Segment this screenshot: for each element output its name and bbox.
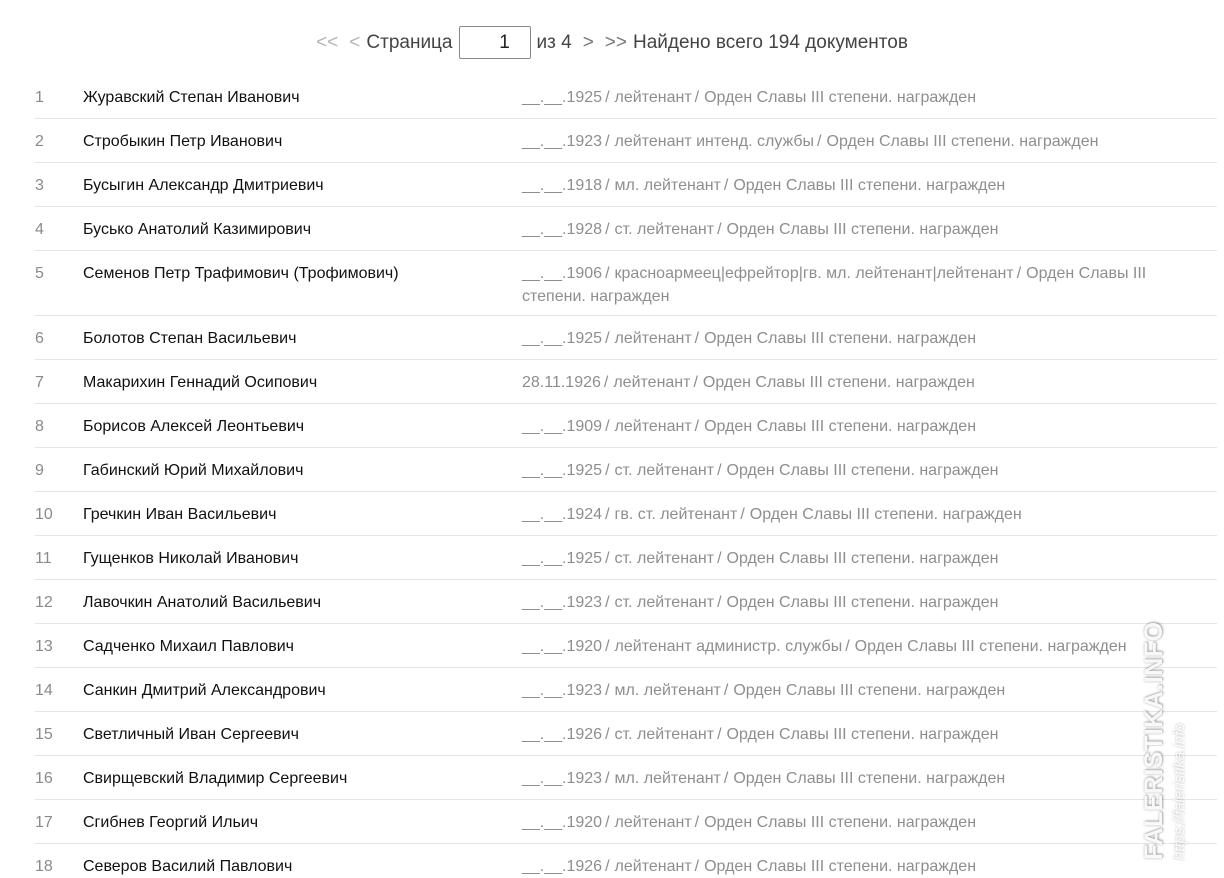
person-name-link[interactable]: Гречкин Иван Васильевич: [83, 506, 277, 523]
list-item[interactable]: [35, 492, 1217, 536]
separator: /: [1016, 265, 1022, 282]
birth-date: __.__.1928: [522, 221, 603, 238]
person-name-link[interactable]: Макарихин Геннадий Осипович: [83, 374, 318, 391]
person-name-link[interactable]: Сгибнев Георгий Ильич: [83, 814, 259, 831]
rank: красноармеец|ефрейтор|гв. мл. лейтенант|лейтенант: [614, 265, 1014, 282]
person-name-link[interactable]: Садченко Михаил Павлович: [83, 638, 294, 655]
separator: /: [817, 133, 822, 150]
item-number: 13: [35, 638, 53, 655]
list-item[interactable]: [35, 316, 1217, 360]
rank: лейтенант: [614, 858, 692, 875]
rank: лейтенант администр. службы: [614, 638, 843, 655]
award: Орден Славы III степени. награжден: [702, 374, 975, 391]
award: Орден Славы III степени. награжден: [726, 726, 999, 743]
item-number: 17: [35, 814, 53, 831]
item-details: [522, 371, 1217, 394]
item-details: [522, 855, 1217, 878]
item-details: [522, 86, 1217, 109]
item-details: [522, 174, 1217, 197]
list-item[interactable]: [35, 712, 1217, 756]
item-details: [522, 547, 1217, 570]
separator: /: [605, 177, 610, 194]
award: Орден Славы III степени. награжден: [726, 550, 999, 567]
award: Орден Славы III степени. награжден: [726, 594, 999, 611]
item-number: 14: [35, 682, 53, 699]
separator: /: [740, 506, 745, 523]
rank: мл. лейтенант: [614, 682, 721, 699]
award: Орден Славы III степени. награжден: [704, 814, 977, 831]
item-number: 3: [35, 177, 44, 194]
award: Орден Славы III степени. награжден: [733, 177, 1006, 194]
item-details: [522, 811, 1217, 834]
item-number: 10: [35, 506, 53, 523]
award: Орден Славы III степени. награжден: [704, 330, 977, 347]
separator: /: [694, 89, 700, 106]
item-details: [522, 591, 1217, 614]
birth-date: 28.11.1926: [522, 374, 601, 391]
watermark-url: https://faleristika.info: [1171, 723, 1188, 860]
birth-date: __.__.1920: [522, 638, 603, 655]
award: Орден Славы III степени. награжден: [704, 418, 977, 435]
list-item[interactable]: [35, 536, 1217, 580]
rank: лейтенант: [614, 89, 692, 106]
item-number: 16: [35, 770, 53, 787]
award: Орден Славы III степени. награжден: [704, 858, 977, 875]
item-number: 11: [35, 550, 52, 567]
separator: /: [605, 814, 610, 831]
results-list: [35, 75, 1217, 878]
rank: ст. лейтенант: [614, 221, 715, 238]
page-label: Страница: [366, 31, 453, 53]
separator: /: [605, 594, 610, 611]
separator: /: [605, 89, 610, 106]
list-item[interactable]: [35, 800, 1217, 844]
separator: /: [605, 221, 610, 238]
birth-date: __.__.1925: [522, 462, 603, 479]
award: Орден Славы III степени. награжден: [733, 770, 1006, 787]
award: Орден Славы III степени. награжден: [826, 133, 1099, 150]
person-name-link[interactable]: Стробыкин Петр Иванович: [83, 133, 283, 150]
prev-page-button[interactable]: <: [349, 31, 361, 53]
birth-date: __.__.1906: [522, 265, 603, 282]
item-details: [522, 503, 1217, 526]
separator: /: [717, 594, 722, 611]
item-details: [522, 723, 1217, 746]
item-number: 5: [35, 265, 44, 282]
person-name-link[interactable]: Санкин Дмитрий Александрович: [83, 682, 326, 699]
list-item[interactable]: [35, 844, 1217, 878]
person-name-link[interactable]: Журавский Степан Иванович: [83, 89, 300, 106]
separator: /: [605, 462, 610, 479]
person-name-link[interactable]: Северов Василий Павлович: [83, 858, 293, 875]
list-item[interactable]: [35, 75, 1217, 119]
separator: /: [694, 814, 700, 831]
award: Орден Славы III степени. награжден: [854, 638, 1127, 655]
birth-date: __.__.1925: [522, 330, 603, 347]
item-details: [522, 130, 1217, 153]
birth-date: __.__.1925: [522, 550, 603, 567]
pagination-bar: [0, 25, 1224, 60]
birth-date: __.__.1909: [522, 418, 603, 435]
item-number: 2: [35, 133, 44, 150]
list-item[interactable]: [35, 624, 1217, 668]
item-details: [522, 415, 1217, 438]
separator: /: [605, 330, 610, 347]
results-count: Найдено всего 194 документов: [633, 31, 908, 53]
item-number: 18: [35, 858, 53, 875]
separator: /: [605, 726, 610, 743]
page-count-label: из 4: [536, 31, 572, 53]
award: Орден Славы III степени. награжден: [704, 89, 977, 106]
separator: /: [605, 265, 610, 282]
watermark-logo-text: FALERISTIKA.INFO: [1140, 621, 1168, 860]
item-details: [522, 635, 1217, 658]
rank: лейтенант: [614, 814, 692, 831]
birth-date: __.__.1923: [522, 594, 603, 611]
item-details: [522, 327, 1217, 350]
list-item[interactable]: [35, 668, 1217, 712]
rank: ст. лейтенант: [614, 550, 715, 567]
item-details: [522, 262, 1217, 308]
separator: /: [717, 550, 722, 567]
rank: ст. лейтенант: [614, 594, 715, 611]
item-number: 1: [35, 89, 44, 106]
separator: /: [605, 770, 610, 787]
separator: /: [605, 682, 610, 699]
separator: /: [717, 462, 722, 479]
birth-date: __.__.1926: [522, 858, 603, 875]
separator: /: [717, 221, 722, 238]
item-number: 7: [35, 374, 44, 391]
award: Орден Славы III степени. награжден: [726, 221, 999, 238]
person-name-link[interactable]: Болотов Степан Васильевич: [83, 330, 297, 347]
person-name-link[interactable]: Борисов Алексей Леонтьевич: [83, 418, 305, 435]
list-item[interactable]: [35, 360, 1217, 404]
item-details: [522, 767, 1217, 790]
last-page-button[interactable]: >>: [604, 31, 627, 53]
separator: /: [603, 374, 609, 391]
page-number-input[interactable]: [459, 26, 531, 59]
separator: /: [605, 858, 610, 875]
separator: /: [693, 374, 698, 391]
person-name-link[interactable]: Светличный Иван Сергеевич: [83, 726, 299, 743]
rank: ст. лейтенант: [614, 462, 715, 479]
separator: /: [605, 506, 610, 523]
list-item[interactable]: [35, 404, 1217, 448]
rank: мл. лейтенант: [614, 177, 721, 194]
list-item[interactable]: [35, 207, 1217, 251]
list-item[interactable]: [35, 580, 1217, 624]
person-name-link[interactable]: Свирщевский Владимир Сергеевич: [83, 770, 348, 787]
separator: /: [694, 858, 700, 875]
birth-date: __.__.1923: [522, 682, 603, 699]
person-name-link[interactable]: Бусько Анатолий Казимирович: [83, 221, 312, 238]
rank: лейтенант: [614, 418, 692, 435]
separator: /: [605, 638, 610, 655]
separator: /: [694, 330, 700, 347]
list-item[interactable]: [35, 756, 1217, 800]
person-name-link[interactable]: Габинский Юрий Михайлович: [83, 462, 304, 479]
person-name-link[interactable]: Семенов Петр Трафимович (Трофимович): [83, 265, 399, 282]
separator: /: [723, 177, 729, 194]
rank: лейтенант: [613, 374, 691, 391]
rank: мл. лейтенант: [614, 770, 721, 787]
award: Орден Славы III степени. награжден: [522, 265, 1147, 305]
award: Орден Славы III степени. награжден: [749, 506, 1022, 523]
award: Орден Славы III степени. награжден: [726, 462, 999, 479]
separator: /: [723, 682, 729, 699]
birth-date: __.__.1923: [522, 133, 603, 150]
separator: /: [694, 418, 700, 435]
item-details: [522, 218, 1217, 241]
item-number: 8: [35, 418, 44, 435]
rank: ст. лейтенант: [614, 726, 715, 743]
separator: /: [605, 418, 610, 435]
birth-date: __.__.1924: [522, 506, 603, 523]
separator: /: [605, 133, 610, 150]
birth-date: __.__.1920: [522, 814, 603, 831]
rank: лейтенант интенд. службы: [614, 133, 815, 150]
item-number: 15: [35, 726, 53, 743]
item-number: 9: [35, 462, 44, 479]
separator: /: [717, 726, 722, 743]
birth-date: __.__.1923: [522, 770, 603, 787]
person-name-link[interactable]: Бусыгин Александр Дмитриевич: [83, 177, 324, 194]
list-item[interactable]: [35, 119, 1217, 163]
list-item[interactable]: [35, 251, 1217, 316]
next-page-button[interactable]: >: [582, 31, 594, 53]
birth-date: __.__.1925: [522, 89, 603, 106]
first-page-button[interactable]: <<: [316, 31, 339, 53]
list-item[interactable]: [35, 448, 1217, 492]
rank: гв. ст. лейтенант: [614, 506, 738, 523]
item-number: 12: [35, 594, 53, 611]
award: Орден Славы III степени. награжден: [733, 682, 1006, 699]
item-details: [522, 459, 1217, 482]
person-name-link[interactable]: Лавочкин Анатолий Васильевич: [83, 594, 322, 611]
item-number: 4: [35, 221, 44, 238]
rank: лейтенант: [614, 330, 692, 347]
list-item[interactable]: [35, 163, 1217, 207]
person-name-link[interactable]: Гущенков Николай Иванович: [83, 550, 299, 567]
separator: /: [605, 550, 610, 567]
separator: /: [723, 770, 729, 787]
item-number: 6: [35, 330, 44, 347]
birth-date: __.__.1918: [522, 177, 603, 194]
item-details: [522, 679, 1217, 702]
birth-date: __.__.1926: [522, 726, 603, 743]
separator: /: [845, 638, 850, 655]
